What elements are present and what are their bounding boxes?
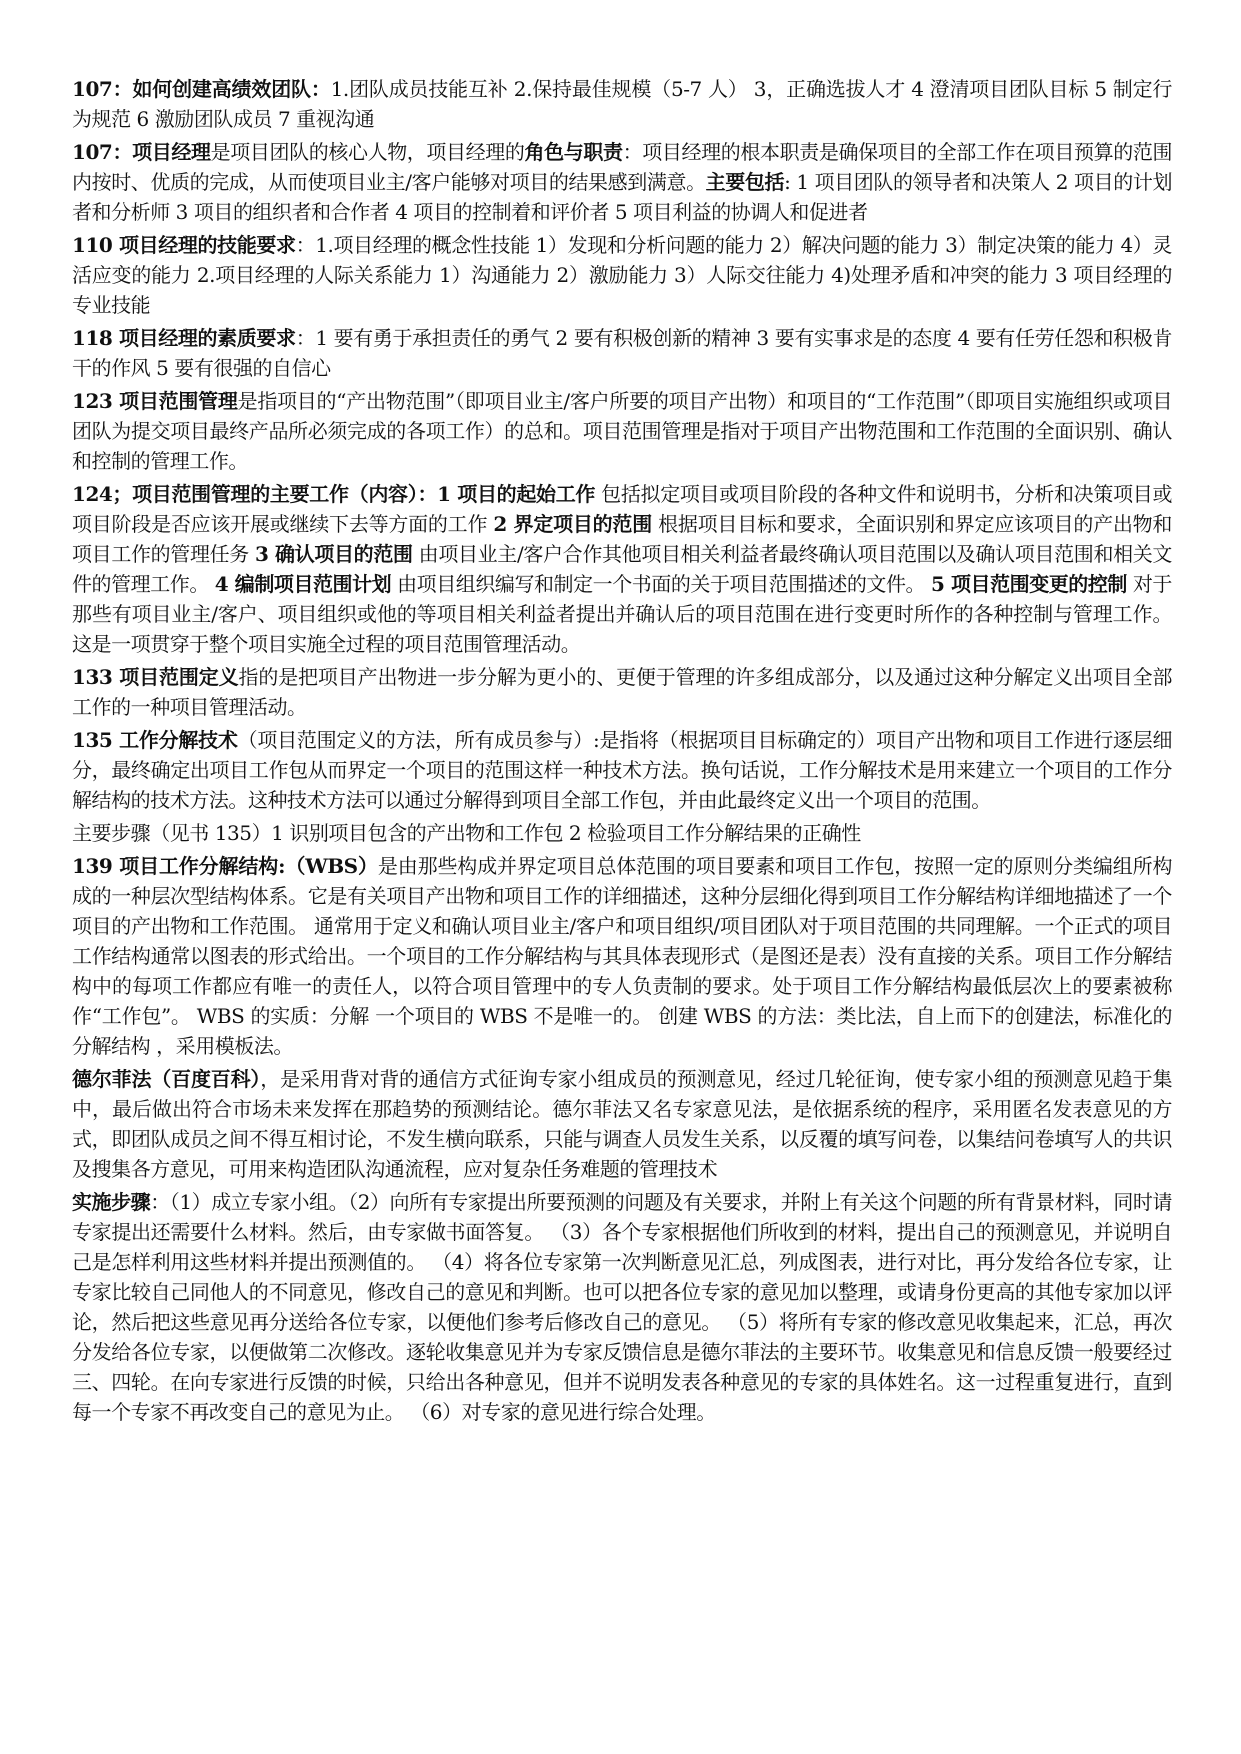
bold-heading-text: 139 项目工作分解结构:（WBS） (72, 854, 378, 878)
paragraph (72, 479, 1172, 659)
bold-heading-text: 107：项目经理 (72, 140, 211, 164)
body-text: （项目范围定义的方法，所有成员参与）:是指将（根据项目目标确定的）项目产出物和项目工作进行逐层细分，最终确定出项目工作包从而界定一个项目的范围这样一种技术方法。换句话说，工作分解技术是用来建立一个项目的工作分解结构的技术方法。这种技术方法可以通过分解得到项目全部工作包，并由此最终定义出一个项目的范围。 (72, 728, 1172, 812)
bold-heading-text: 2 界定项目的范围 (493, 512, 652, 536)
body-text: 根据项目目标和要求，全面识别和界定应该项目的产出物和项目工作的管理任务 (72, 512, 1172, 566)
paragraph (72, 323, 1172, 383)
bold-heading-text: 123 项目范围管理 (72, 389, 238, 413)
body-text: ：项目经理的根本职责是确保项目的全部工作在项目预算的范围内按时、优质的完成，从而使项目业主/客户能够对项目的结果感到满意。 (72, 140, 1172, 194)
bold-heading-text: 110 项目经理的技能要求 (72, 233, 296, 257)
paragraph (72, 230, 1172, 320)
bold-heading-text: 主要包括 (705, 170, 785, 194)
paragraph (72, 725, 1172, 815)
bold-heading-text: 135 工作分解技术 (72, 728, 238, 752)
bold-heading-text: 3 确认项目的范围 (254, 542, 413, 566)
document-body (72, 74, 1172, 1430)
body-text: 包括拟定项目或项目阶段的各种文件和说明书，分析和决策项目或项目阶段是否应该开展或继续下去等方面的工作 (72, 482, 1172, 536)
body-text: 主要步骤（见书 135）1 识别项目包含的产出物和工作包 2 检验项目工作分解结果的正确性 (72, 821, 861, 845)
bold-heading-text: 5 项目范围变更的控制 (931, 572, 1127, 596)
paragraph (72, 662, 1172, 722)
paragraph (72, 137, 1172, 227)
paragraph (72, 851, 1172, 1061)
bold-heading-text: 107：如何创建高绩效团队： (72, 77, 331, 101)
body-text: 由项目业主/客户合作其他项目相关利益者最终确认项目范围以及确认项目范围和相关文件的管理工作。 (72, 542, 1172, 596)
bold-heading-text: 124；项目范围管理的主要工作（内容）：1 项目的起始工作 (72, 482, 596, 506)
bold-heading-text: 118 项目经理的素质要求 (72, 326, 296, 350)
paragraph (72, 386, 1172, 476)
body-text: ，是采用背对背的通信方式征询专家小组成员的预测意见，经过几轮征询，使专家小组的预测意见趋于集中，最后做出符合市场未来发挥在那趋势的预测结论。德尔菲法又名专家意见法，是依据系统的程序，采用匿名发表意见的方式，即团队成员之间不得互相讨论，不发生横向联系，只能与调查人员发生关系，以反覆的填写问卷，以集结问卷填写人的共识及搜集各方意见，可用来构造团队沟通流程，应对复杂任务难题的管理技术 (72, 1067, 1172, 1181)
body-text: 1.团队成员技能互补 2.保持最佳规模（5-7 人） 3，正确选拔人才 4 澄清项目团队目标 5 制定行为规范 6 激励团队成员 7 重视沟通 (72, 77, 1172, 131)
bold-heading-text: 德尔菲法（百度百科） (72, 1067, 261, 1091)
body-text: 指的是把项目产出物进一步分解为更小的、更便于管理的许多组成部分，以及通过这种分解定义出项目全部工作的一种项目管理活动。 (72, 665, 1172, 719)
bold-heading-text: 角色与职责 (524, 140, 623, 164)
paragraph (72, 1064, 1172, 1184)
body-text: 是项目团队的核心人物，项目经理的 (210, 140, 525, 164)
paragraph (72, 74, 1172, 134)
body-text: ：（1）成立专家小组。（2）向所有专家提出所要预测的问题及有关要求，并附上有关这个问题的所有背景材料，同时请专家提出还需要什么材料。然后，由专家做书面答复。 （3）各个专家根据他们所收到的材料，提出自己的预测意见，并说明自己是怎样利用这些材料并提出预测值的。 （4）将各位专家第一次判断意见汇总，列成图表，进行对比，再分发给各位专家，让专家比较自己同他人的不同意见，修改自己的意见和判断。也可以把各位专家的意见加以整理，或请身份更高的其他专家加以评论，然后把这些意见再分送给各位专家，以便他们参考后修改自己的意见。 （5）将所有专家的修改意见收集起来，汇总，再次分发给各位专家，以便做第二次修改。逐轮收集意见并为专家反馈信息是德尔菲法的主要环节。收集意见和信息反馈一般要经过三、四轮。在向专家进行反馈的时候，只给出各种意见，但并不说明发表各种意见的专家的具体姓名。这一过程重复进行，直到每一个专家不再改变自己的意见为止。 （6）对专家的意见进行综合处理。 (72, 1190, 1172, 1424)
body-text: 对于那些有项目业主/客户、项目组织或他的等项目相关利益者提出并确认后的项目范围在进行变更时所作的各种控制与管理工作。这是一项贯穿于整个项目实施全过程的项目范围管理活动。 (72, 572, 1172, 656)
body-text: 是由那些构成并界定项目总体范围的项目要素和项目工作包，按照一定的原则分类编组所构成的一种层次型结构体系。它是有关项目产出物和项目工作的详细描述，这种分层细化得到项目工作分解结构详细地描述了一个项目的产出物和工作范围。 通常用于定义和确认项目业主/客户和项目组织/项目团队对于项目范围的共同理解。一个正式的项目工作结构通常以图表的形式给出。一个项目的工作分解结构与其具体表现形式（是图还是表）没有直接的关系。项目工作分解结构中的每项工作都应有唯一的责任人，以符合项目管理中的专人负责制的要求。处于项目工作分解结构最低层次上的要素被称作“工作包”。 WBS 的实质：分解 一个项目的 WBS 不是唯一的。 创建 WBS 的方法：类比法，自上而下的创建法，标准化的分解结构 ，采用模板法。 (72, 854, 1172, 1058)
bold-heading-text: 133 项目范围定义 (72, 665, 239, 689)
paragraph (72, 1187, 1172, 1427)
bold-heading-text: 实施步骤 (72, 1190, 151, 1214)
paragraph (72, 818, 1172, 848)
body-text: ：1.项目经理的概念性技能 1）发现和分析问题的能力 2）解决问题的能力 3）制定决策的能力 4）灵活应变的能力 2.项目经理的人际关系能力 1）沟通能力 2）激励能力 3）人际交往能力 4)处理矛盾和冲突的能力 3 项目经理的专业技能 (72, 233, 1172, 317)
body-text: 是指项目的“产出物范围”（即项目业主/客户所要的项目产出物）和项目的“工作范围”（即项目实施组织或项目团队为提交项目最终产品所必须完成的各项工作）的总和。项目范围管理是指对于项目产出物范围和工作范围的全面识别、确认和控制的管理工作。 (72, 389, 1172, 473)
bold-heading-text: 4 编制项目范围计划 (214, 572, 392, 596)
body-text: 由项目组织编写和制定一个书面的关于项目范围描述的文件。 (391, 572, 931, 596)
body-text: ：1 要有勇于承担责任的勇气 2 要有积极创新的精神 3 要有实事求是的态度 4 要有任劳任怨和积极肯干的作风 5 要有很强的自信心 (72, 326, 1172, 380)
body-text: : 1 项目团队的领导者和决策人 2 项目的计划者和分析师 3 项目的组织者和合作者 4 项目的控制着和评价者 5 项目利益的协调人和促进者 (72, 170, 1172, 224)
